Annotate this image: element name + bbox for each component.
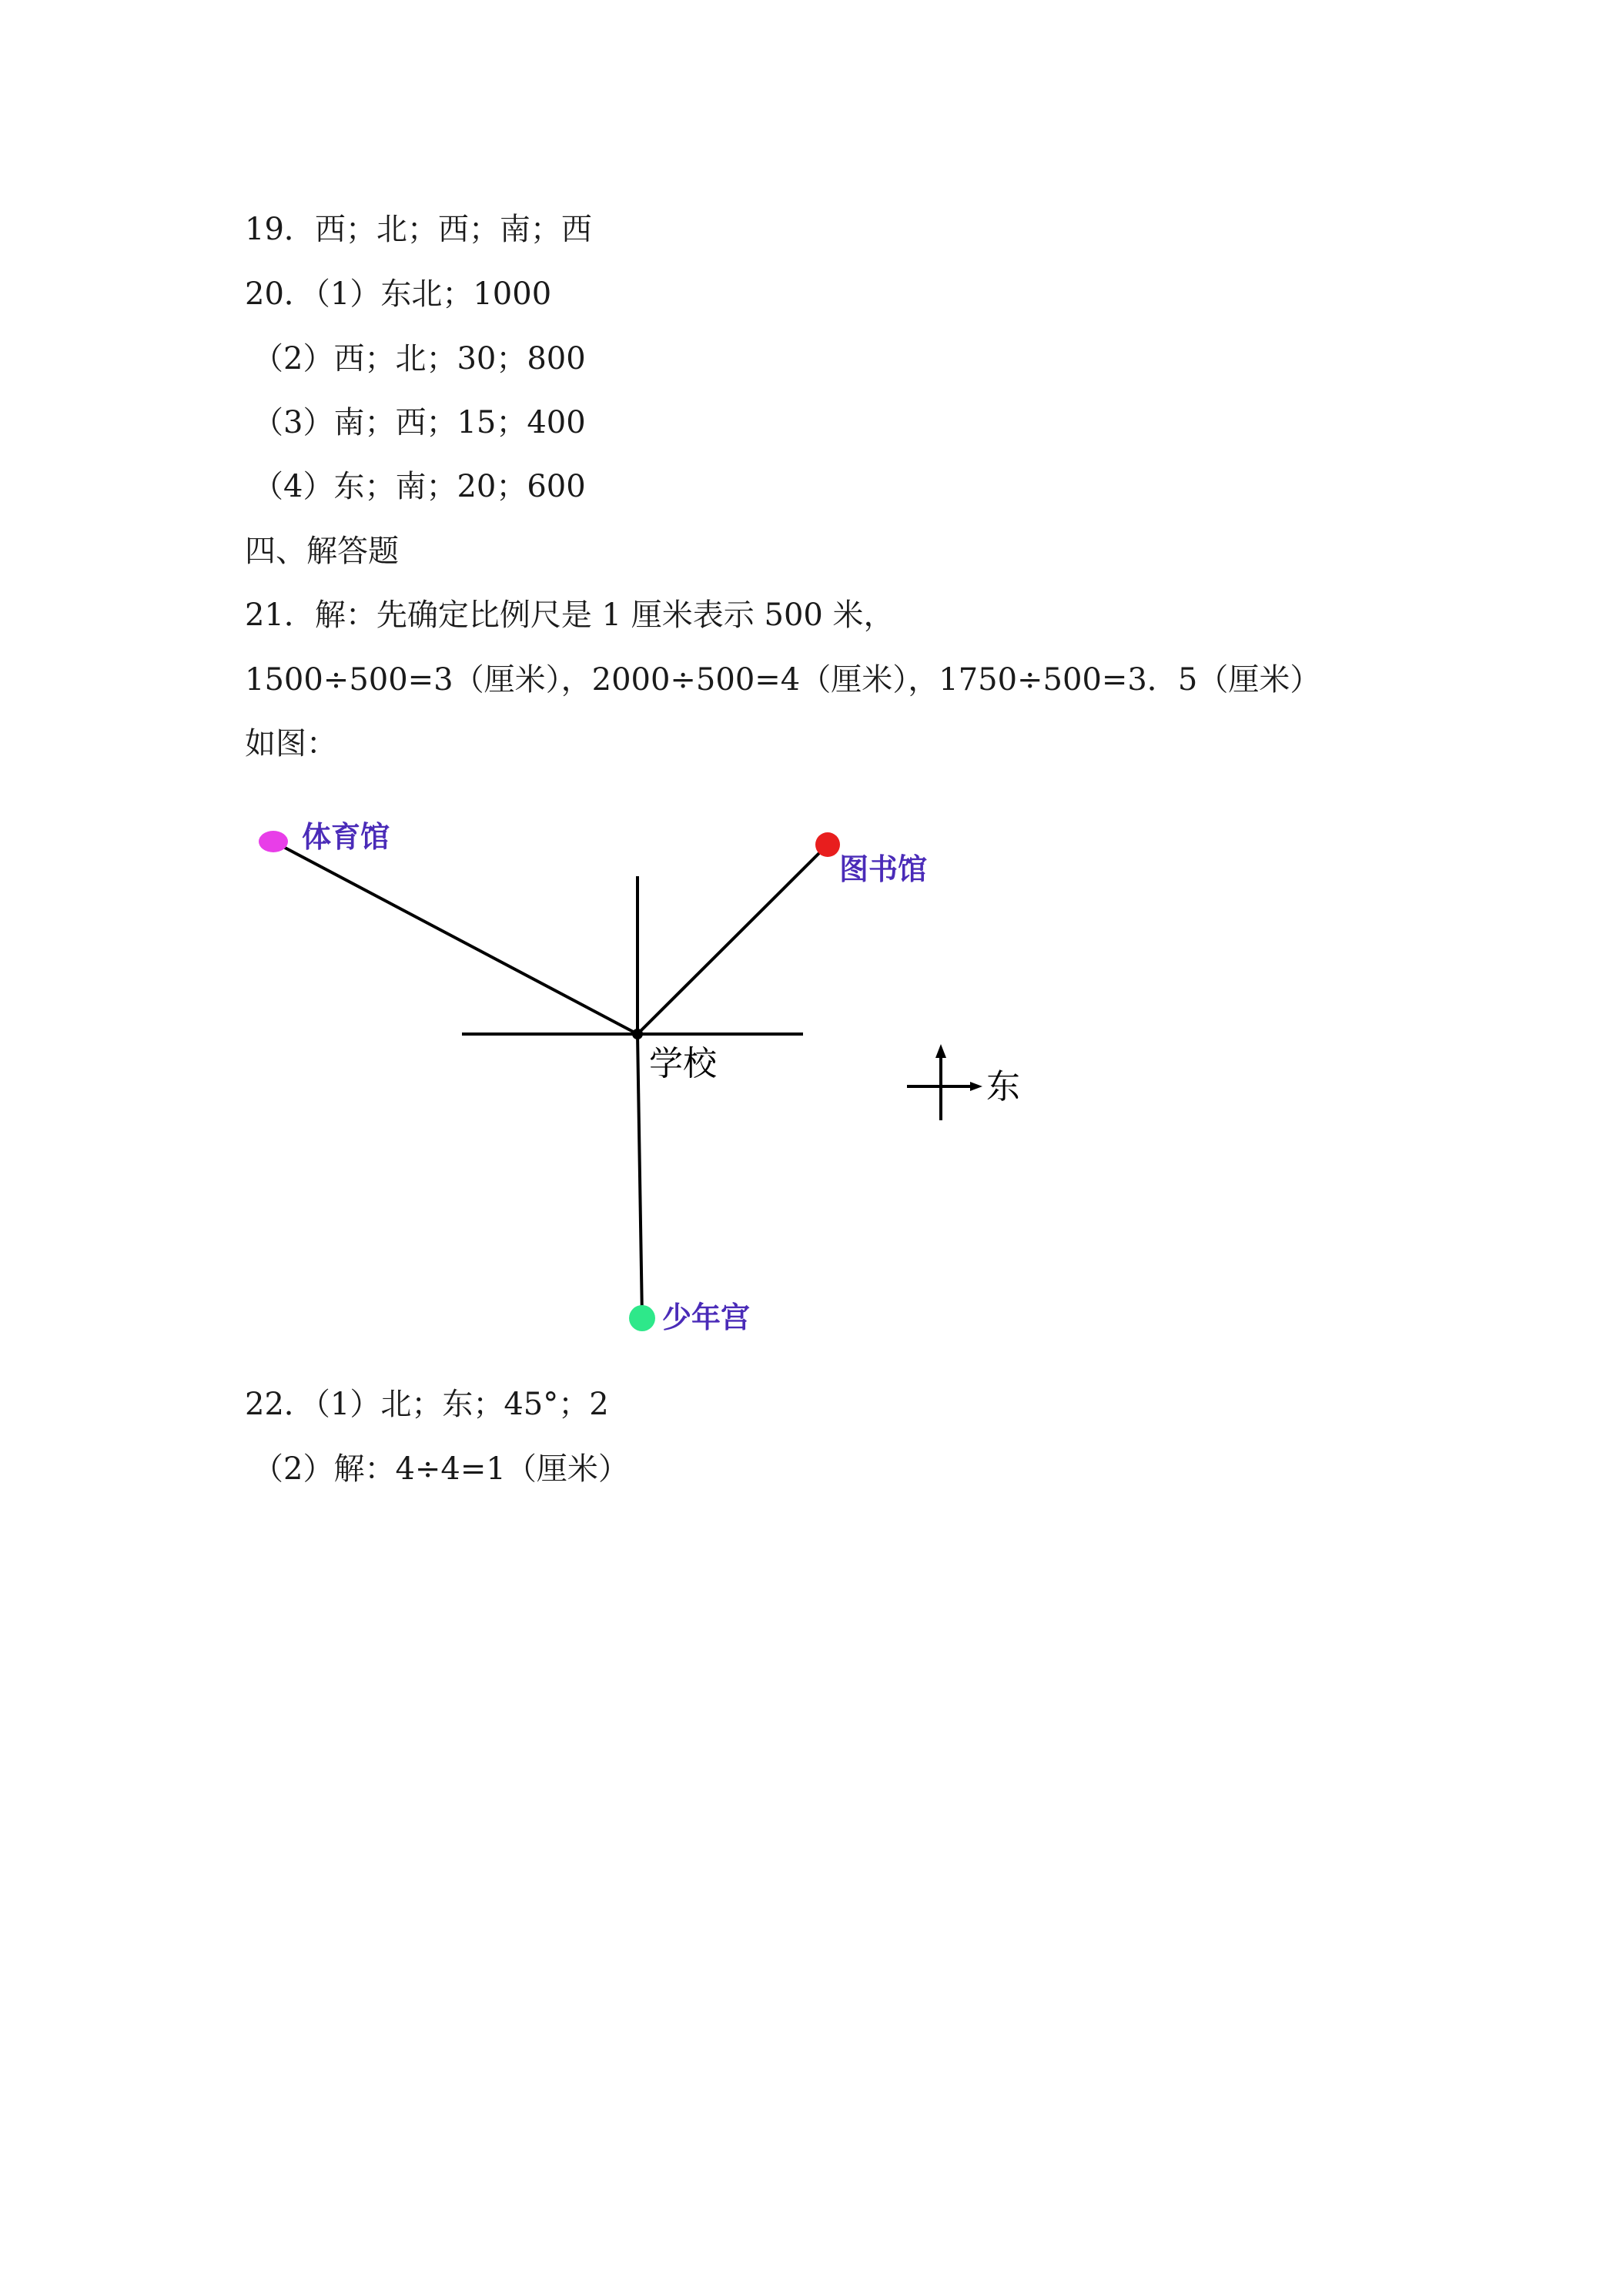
answer-20-part1: 20．（1）东北；1000 [245,276,552,312]
answer-22-part1: 22．（1）北；东；45°；2 [245,1387,609,1422]
line-to-library [637,845,828,1034]
section-heading: 四、解答题 [245,534,399,569]
answer-20-part3: （3）南；西；15；400 [253,405,586,440]
line-to-stadium [273,842,637,1034]
compass-east-label: 东 [986,1067,1020,1106]
answer-20-part2: （2）西；北；30；800 [253,341,586,377]
line-to-youth-palace [637,1034,642,1318]
compass-north-arrow-icon [935,1044,946,1058]
answer-21-figure-label: 如图： [245,726,337,761]
answer-19: 19．西；北；西；南；西 [245,212,592,247]
youth-palace-marker [629,1305,655,1331]
youth-palace-label: 少年宫 [662,1300,751,1334]
library-label: 图书馆 [839,852,928,886]
answer-21-calculation: 1500÷500=3（厘米），2000÷500=4（厘米），1750÷500=3．5（厘米） [245,662,1321,698]
school-point [632,1029,643,1039]
compass-east-arrow-icon [970,1082,982,1091]
stadium-label: 体育馆 [302,820,390,854]
answer-20-part4: （4）东；南；20；600 [253,469,586,504]
stadium-marker [259,831,288,852]
answer-22-part2: （2）解：4÷4=1（厘米） [253,1451,629,1487]
answer-21-intro: 21．解：先确定比例尺是 1 厘米表示 500 米， [245,597,895,633]
school-label: 学校 [649,1044,717,1083]
library-marker [815,832,840,857]
